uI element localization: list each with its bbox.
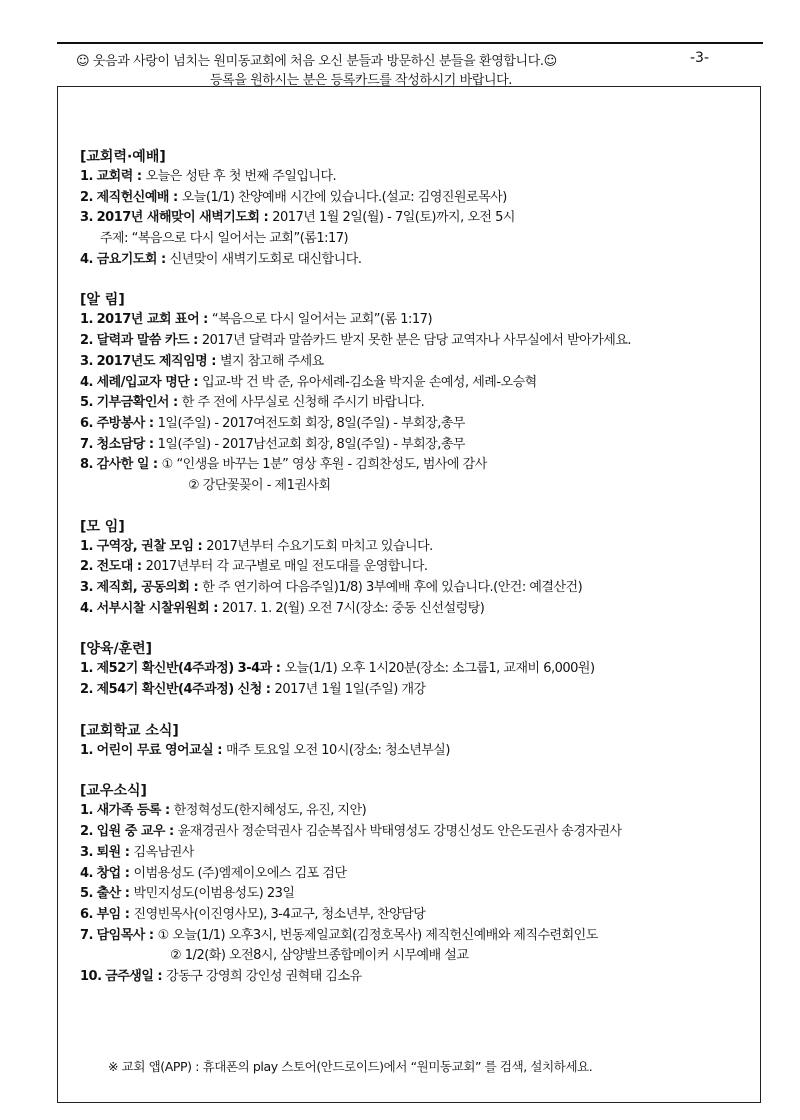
section	[80, 147, 760, 270]
item-text: 주제: “복음으로 다시 일어서는 교회”(롬1:17)	[100, 231, 349, 247]
list-item	[80, 435, 760, 456]
item-separator: :	[156, 251, 170, 267]
item-separator: :	[259, 210, 273, 226]
item-separator: :	[120, 844, 134, 860]
item-text: 한정혁성도(한지혜성도, 유진, 지안)	[173, 803, 367, 819]
item-separator: :	[132, 559, 146, 575]
item-label: 기부금확인서	[96, 395, 169, 411]
item-label: 2017년 교회 표어	[96, 312, 200, 328]
item-separator: :	[153, 968, 167, 984]
list-item	[80, 843, 760, 864]
item-separator: :	[199, 312, 212, 328]
item-number: 4.	[80, 865, 93, 881]
item-separator: :	[120, 865, 134, 881]
item-text: 박민지성도(이범용성도) 23일	[133, 886, 295, 902]
bulletin-content	[80, 147, 760, 1008]
list-item	[80, 741, 760, 762]
item-separator: :	[144, 927, 158, 943]
item-number: 1.	[80, 803, 93, 819]
item-separator: :	[213, 742, 226, 758]
item-text: 오늘(1/1) 찬양예배 시간에 있습니다.(설교: 김영진원로목사)	[181, 189, 507, 205]
item-number: 7.	[80, 436, 93, 452]
item-text: 입교-박 건 박 준, 유아세례-김소율 박지윤 손예성, 세례-오승혁	[202, 374, 537, 390]
item-label: 제직헌신예배	[96, 189, 169, 205]
item-number: 3.	[80, 844, 93, 860]
app-notice: ※ 교회 앱(APP) : 휴대폰의 play 스토어(안드로이드)에서 “원미동교회” 를 검색, 설치하세요.	[108, 1059, 593, 1074]
item-text: ① “인생을 바꾸는 1분” 영상 후원 - 김희찬성도, 범사에 감사	[161, 457, 487, 473]
item-separator: :	[261, 682, 275, 698]
section-title: [교회력·예배]	[80, 149, 166, 165]
item-number: 2.	[80, 189, 93, 205]
item-separator: :	[189, 580, 203, 595]
item-label: 부임	[96, 906, 121, 922]
item-text: 이범용성도 (주)엠제이오에스 김포 검단	[133, 865, 347, 881]
item-number: 6.	[80, 415, 93, 431]
item-text: 김옥남권사	[133, 844, 194, 860]
item-text: 2017년부터 각 교구별로 매일 전도대를 운영합니다.	[145, 559, 428, 575]
list-item	[80, 310, 760, 331]
item-label: 서부시찰 시찰위원회	[96, 600, 210, 616]
list-item	[80, 537, 760, 558]
list-item	[80, 331, 760, 352]
item-separator: :	[189, 374, 203, 390]
page-number: -3-	[690, 50, 710, 66]
item-number: 8.	[80, 457, 93, 473]
item-number: 4.	[80, 251, 93, 267]
item-separator: :	[193, 538, 207, 554]
item-number: 2.	[80, 682, 93, 698]
top-rule	[57, 42, 763, 44]
item-separator: :	[209, 600, 222, 616]
item-text: 오늘(1/1) 오후 1시20분(장소: 소그룹1, 교재비 6,000원)	[284, 661, 595, 677]
item-label: 제54기 확신반(4주과정) 신청	[96, 682, 262, 698]
section	[80, 290, 760, 496]
item-separator: :	[148, 457, 162, 473]
item-label: 담임목사	[96, 927, 145, 943]
list-item	[80, 352, 760, 373]
item-number: 4.	[80, 374, 93, 390]
item-text: 2017년부터 수요기도회 마치고 있습니다.	[206, 538, 433, 554]
item-label: 달력과 말씀 카드	[96, 333, 190, 349]
item-number: 10.	[80, 968, 102, 984]
section-title: [알 림]	[80, 292, 125, 309]
item-separator: :	[160, 803, 174, 819]
item-separator: :	[120, 906, 134, 922]
item-text: 매주 토요일 오전 10시(장소: 청소년부실)	[225, 742, 450, 758]
item-number: 5.	[80, 886, 93, 902]
item-number: 2.	[80, 333, 93, 349]
item-separator: :	[132, 169, 146, 184]
list-item	[80, 229, 760, 250]
item-text: 1일(주일) - 2017남선교회 회장, 8일(주일) - 부회장,총무	[157, 436, 465, 452]
list-item	[80, 884, 760, 905]
section-title: [모 임]	[80, 518, 125, 535]
item-number: 3.	[80, 580, 93, 595]
item-text: 별지 참고해 주세요	[219, 353, 324, 369]
section	[80, 721, 760, 762]
item-separator: :	[271, 661, 285, 677]
item-text: 오늘은 성탄 후 첫 번째 주일입니다.	[145, 169, 337, 184]
section-title: [교회학교 소식]	[80, 722, 179, 739]
item-separator: :	[168, 395, 182, 411]
section	[80, 781, 760, 987]
item-number: 1.	[80, 661, 93, 677]
list-item	[80, 557, 760, 578]
list-item	[80, 599, 760, 620]
list-item	[80, 208, 760, 229]
item-separator: :	[207, 353, 220, 369]
item-number: 3.	[80, 353, 93, 369]
list-item	[80, 967, 760, 988]
list-item	[80, 864, 760, 885]
item-label: 교회력	[96, 169, 133, 184]
list-item	[80, 946, 760, 967]
list-item	[80, 414, 760, 435]
item-number: 2.	[80, 559, 93, 575]
item-text: ① 오늘(1/1) 오후3시, 번동제일교회(김정호목사) 제직헌신예배와 제직수련회인도	[157, 927, 598, 943]
item-label: 청소담당	[96, 436, 145, 452]
item-number: 1.	[80, 538, 93, 554]
item-text: 2017년 1월 1일(주일) 개강	[274, 682, 426, 698]
item-number: 5.	[80, 395, 93, 411]
item-number: 7.	[80, 927, 93, 943]
list-item	[80, 188, 760, 209]
item-text: 신년맞이 새벽기도회로 대신합니다.	[169, 251, 362, 267]
item-text: 2017년 달력과 말씀카드 받지 못한 분은 담당 교역자나 사무실에서 받아가세요.	[201, 333, 632, 349]
welcome-line: ☺ 웃음과 사랑이 넘치는 원미동교회에 처음 오신 분들과 방문하신 분들을 환영합니다.☺	[76, 54, 557, 69]
item-label: 전도대	[96, 559, 133, 575]
item-text: 한 주 연기하여 다음주일)1/8) 3부예배 후에 있습니다.(안건: 예결산건)	[202, 580, 583, 595]
list-item	[80, 822, 760, 843]
item-number: 1.	[80, 169, 93, 184]
item-label: 세례/입교자 명단	[96, 374, 190, 390]
item-separator: :	[144, 415, 158, 431]
item-text: 2017년 1월 2일(월) - 7일(토)까지, 오전 5시	[272, 210, 515, 226]
item-number: 1.	[80, 742, 93, 758]
item-label: 감사한 일	[96, 457, 149, 473]
section-title: [양육/훈련]	[80, 641, 153, 658]
item-separator: :	[189, 333, 202, 349]
item-text: ② 강단꽃꽂이 - 제1권사회	[188, 477, 331, 493]
item-number: 2.	[80, 824, 93, 840]
list-item	[80, 659, 760, 680]
item-separator: :	[168, 189, 182, 205]
item-text: ② 1/2(화) 오전8시, 삼양발브종합메이커 시무예배 설교	[170, 948, 469, 964]
item-label: 출산	[96, 886, 121, 902]
item-label: 구역장, 권찰 모임	[96, 538, 194, 554]
item-label: 금주생일	[105, 968, 154, 984]
item-number: 3.	[80, 210, 93, 226]
list-item	[80, 801, 760, 822]
item-label: 창업	[96, 865, 121, 881]
item-text: 강동구 강영희 강인성 권혁태 김소유	[166, 968, 362, 984]
item-label: 입원 중 교우	[96, 824, 165, 840]
item-label: 2017년도 제직임명	[96, 353, 208, 369]
list-item	[80, 167, 760, 188]
item-text: 한 주 전에 사무실로 신청해 주시기 바랍니다.	[181, 395, 425, 411]
list-item	[80, 926, 760, 947]
item-separator: :	[144, 436, 158, 452]
item-text: 1일(주일) - 2017여전도회 회장, 8일(주일) - 부회장,총무	[157, 415, 465, 431]
item-label: 제52기 확신반(4주과정) 3-4과	[96, 661, 272, 677]
item-label: 새가족 등록	[96, 803, 161, 819]
registration-line: 등록을 원하시는 분은 등록카드를 작성하시기 바랍니다.	[210, 73, 513, 88]
item-label: 제직회, 공동의회	[96, 580, 190, 595]
list-item	[80, 476, 760, 497]
item-number: 1.	[80, 312, 93, 328]
section-title: [교우소식]	[80, 783, 147, 800]
item-text: 2017. 1. 2(월) 오전 7시(장소: 중동 신선설렁탕)	[221, 600, 485, 616]
item-number: 6.	[80, 906, 93, 922]
item-label: 퇴원	[96, 844, 121, 860]
section	[80, 639, 760, 700]
list-item	[80, 393, 760, 414]
item-label: 주방봉사	[96, 415, 145, 431]
list-item	[80, 250, 760, 271]
list-item	[80, 373, 760, 394]
section	[80, 517, 760, 620]
item-separator: :	[164, 824, 178, 840]
item-text: 윤재경권사 정순덕권사 김순복집사 박태영성도 강명신성도 안은도권사 송경자권사	[177, 824, 622, 840]
item-text: “복음으로 다시 일어서는 교회”(롬 1:17)	[211, 312, 433, 328]
item-text: 진영빈목사(이진영사모), 3-4교구, 청소년부, 찬양담당	[133, 906, 426, 922]
item-label: 금요기도회	[96, 251, 157, 267]
item-separator: :	[120, 886, 134, 902]
list-item	[80, 578, 760, 599]
item-label: 어린이 무료 영어교실	[96, 742, 214, 758]
item-label: 2017년 새해맞이 새벽기도회	[96, 210, 260, 226]
list-item	[80, 680, 760, 701]
list-item	[80, 905, 760, 926]
item-number: 4.	[80, 600, 93, 616]
list-item	[80, 455, 760, 476]
